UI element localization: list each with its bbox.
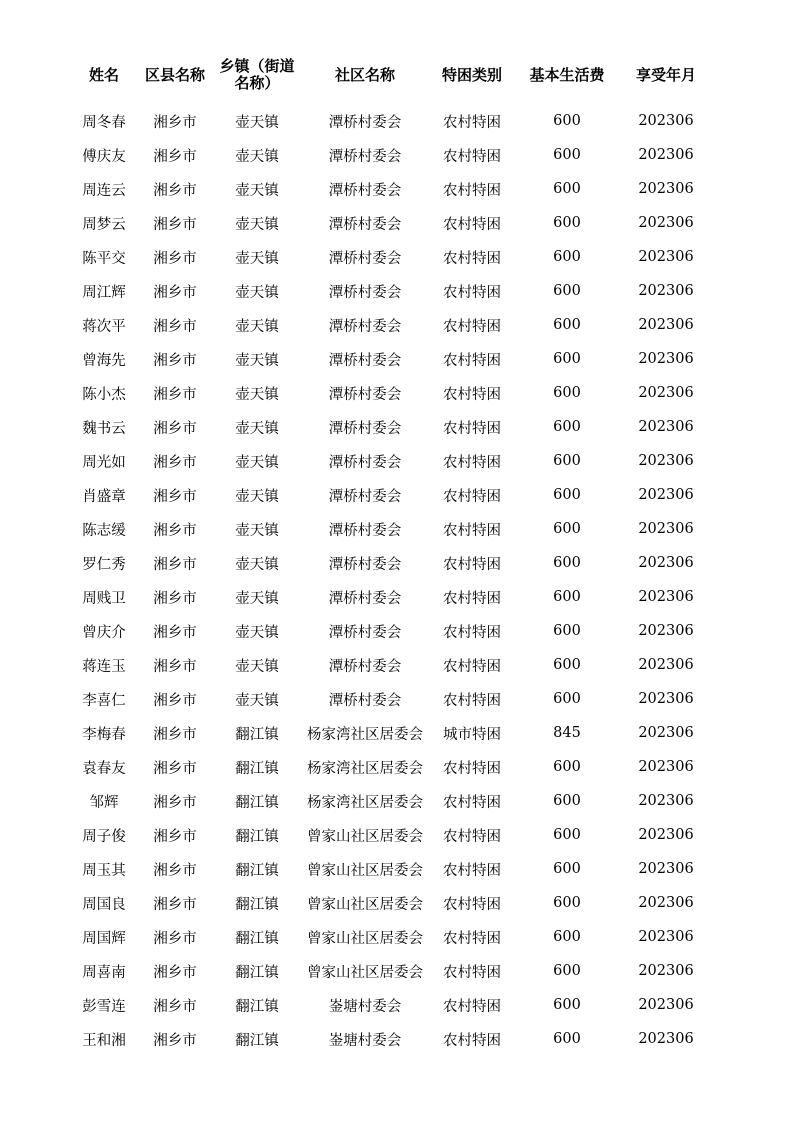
table-header [72, 52, 712, 98]
cell-living-allowance: 600 [553, 453, 581, 469]
cell-category: 农村特困 [443, 114, 501, 131]
cell-name: 周子俊 [82, 828, 126, 845]
cell-name: 李梅春 [82, 726, 126, 743]
cell-town: 壶天镇 [235, 284, 279, 301]
cell-town: 壶天镇 [235, 114, 279, 131]
cell-start-month: 202306 [638, 725, 694, 741]
cell-start-month: 202306 [638, 589, 694, 605]
cell-county: 湘乡市 [153, 148, 197, 165]
table-row [72, 818, 712, 852]
cell-category: 农村特困 [443, 794, 501, 811]
cell-county: 湘乡市 [153, 386, 197, 403]
cell-town: 壶天镇 [235, 590, 279, 607]
cell-name: 周玉其 [82, 862, 126, 879]
cell-living-allowance: 600 [553, 555, 581, 571]
cell-name: 周贱卫 [82, 590, 126, 607]
cell-community: 杨家湾社区居委会 [307, 760, 423, 777]
cell-town: 翻江镇 [235, 896, 279, 913]
cell-name: 蒋连玉 [82, 658, 126, 675]
cell-category: 农村特困 [443, 930, 501, 947]
cell-category: 农村特困 [443, 590, 501, 607]
cell-category: 农村特困 [443, 692, 501, 709]
cell-living-allowance: 600 [553, 385, 581, 401]
header-name: 姓名 [88, 65, 119, 84]
cell-start-month: 202306 [638, 895, 694, 911]
cell-town: 翻江镇 [235, 726, 279, 743]
cell-start-month: 202306 [638, 181, 694, 197]
cell-category: 农村特困 [443, 420, 501, 437]
table-row [72, 614, 712, 648]
cell-name: 曾海先 [82, 352, 126, 369]
cell-category: 农村特困 [443, 386, 501, 403]
table-row [72, 1022, 712, 1056]
cell-living-allowance: 600 [553, 623, 581, 639]
cell-name: 李喜仁 [82, 692, 126, 709]
cell-community: 潭桥村委会 [328, 488, 402, 505]
cell-start-month: 202306 [638, 793, 694, 809]
cell-living-allowance: 600 [553, 113, 581, 129]
cell-start-month: 202306 [638, 963, 694, 979]
cell-community: 杨家湾社区居委会 [307, 794, 423, 811]
cell-start-month: 202306 [638, 827, 694, 843]
cell-town: 壶天镇 [235, 420, 279, 437]
beneficiary-table-page [72, 52, 712, 1056]
cell-county: 湘乡市 [153, 658, 197, 675]
cell-name: 王和湘 [82, 1032, 126, 1049]
header-living-allowance: 基本生活费 [529, 65, 605, 84]
header-category: 特困类别 [441, 65, 502, 84]
cell-town: 壶天镇 [235, 624, 279, 641]
cell-category: 农村特困 [443, 250, 501, 267]
cell-name: 魏书云 [82, 420, 126, 437]
cell-category: 农村特困 [443, 148, 501, 165]
cell-name: 蒋次平 [82, 318, 126, 335]
cell-living-allowance: 600 [553, 521, 581, 537]
cell-county: 湘乡市 [153, 998, 197, 1015]
cell-town: 壶天镇 [235, 182, 279, 199]
cell-living-allowance: 600 [553, 317, 581, 333]
cell-name: 周喜南 [82, 964, 126, 981]
cell-county: 湘乡市 [153, 352, 197, 369]
cell-community: 潭桥村委会 [328, 250, 402, 267]
table-row [72, 886, 712, 920]
header-row [72, 52, 712, 98]
cell-name: 曾庆介 [82, 624, 126, 641]
cell-start-month: 202306 [638, 623, 694, 639]
cell-living-allowance: 600 [553, 351, 581, 367]
cell-community: 潭桥村委会 [328, 182, 402, 199]
cell-start-month: 202306 [638, 929, 694, 945]
cell-community: 潭桥村委会 [328, 386, 402, 403]
cell-category: 农村特困 [443, 284, 501, 301]
cell-living-allowance: 600 [553, 1031, 581, 1047]
table-row [72, 512, 712, 546]
beneficiary-table [72, 52, 712, 1056]
table-row [72, 240, 712, 274]
cell-name: 陈平交 [82, 250, 126, 267]
cell-category: 农村特困 [443, 522, 501, 539]
cell-name: 周冬春 [82, 114, 126, 131]
cell-living-allowance: 600 [553, 419, 581, 435]
cell-community: 潭桥村委会 [328, 658, 402, 675]
table-row [72, 954, 712, 988]
table-row [72, 478, 712, 512]
cell-name: 周江辉 [82, 284, 126, 301]
cell-category: 农村特困 [443, 454, 501, 471]
table-row [72, 274, 712, 308]
table-row [72, 98, 712, 138]
cell-category: 农村特困 [443, 964, 501, 981]
cell-name: 陈志缓 [82, 522, 126, 539]
table-row [72, 682, 712, 716]
cell-community: 潭桥村委会 [328, 148, 402, 165]
cell-county: 湘乡市 [153, 794, 197, 811]
table-row [72, 444, 712, 478]
table-row [72, 852, 712, 886]
cell-category: 农村特困 [443, 488, 501, 505]
cell-town: 翻江镇 [235, 862, 279, 879]
cell-county: 湘乡市 [153, 828, 197, 845]
cell-living-allowance: 600 [553, 283, 581, 299]
cell-start-month: 202306 [638, 555, 694, 571]
cell-town: 翻江镇 [235, 964, 279, 981]
cell-start-month: 202306 [638, 283, 694, 299]
cell-community: 曾家山社区居委会 [307, 964, 423, 981]
cell-county: 湘乡市 [153, 488, 197, 505]
cell-start-month: 202306 [638, 419, 694, 435]
cell-community: 潭桥村委会 [328, 692, 402, 709]
cell-community: 潭桥村委会 [328, 522, 402, 539]
cell-town: 壶天镇 [235, 556, 279, 573]
cell-community: 崟塘村委会 [328, 1032, 402, 1049]
cell-name: 邹辉 [89, 794, 119, 811]
cell-start-month: 202306 [638, 215, 694, 231]
cell-county: 湘乡市 [153, 1032, 197, 1049]
cell-county: 湘乡市 [153, 420, 197, 437]
cell-town: 翻江镇 [235, 828, 279, 845]
cell-county: 湘乡市 [153, 964, 197, 981]
cell-living-allowance: 600 [553, 589, 581, 605]
cell-category: 农村特困 [443, 1032, 501, 1049]
cell-community: 潭桥村委会 [328, 284, 402, 301]
table-body [72, 98, 712, 1056]
cell-community: 潭桥村委会 [328, 114, 402, 131]
cell-town: 壶天镇 [235, 692, 279, 709]
table-row [72, 750, 712, 784]
cell-category: 农村特困 [443, 624, 501, 641]
cell-start-month: 202306 [638, 759, 694, 775]
cell-start-month: 202306 [638, 453, 694, 469]
cell-community: 潭桥村委会 [328, 590, 402, 607]
table-row [72, 308, 712, 342]
cell-category: 农村特困 [443, 862, 501, 879]
table-row [72, 988, 712, 1022]
cell-county: 湘乡市 [153, 284, 197, 301]
cell-start-month: 202306 [638, 521, 694, 537]
cell-community: 曾家山社区居委会 [307, 930, 423, 947]
cell-start-month: 202306 [638, 351, 694, 367]
cell-living-allowance: 600 [553, 147, 581, 163]
cell-name: 罗仁秀 [82, 556, 126, 573]
header-county: 区县名称 [144, 65, 205, 84]
cell-county: 湘乡市 [153, 454, 197, 471]
table-row [72, 172, 712, 206]
cell-town: 壶天镇 [235, 454, 279, 471]
cell-name: 彭雪连 [82, 998, 126, 1015]
cell-living-allowance: 600 [553, 759, 581, 775]
cell-category: 农村特困 [443, 658, 501, 675]
cell-start-month: 202306 [638, 997, 694, 1013]
cell-start-month: 202306 [638, 317, 694, 333]
cell-county: 湘乡市 [153, 318, 197, 335]
cell-name: 周光如 [82, 454, 126, 471]
cell-county: 湘乡市 [153, 556, 197, 573]
cell-community: 崟塘村委会 [328, 998, 402, 1015]
cell-county: 湘乡市 [153, 182, 197, 199]
cell-town: 翻江镇 [235, 930, 279, 947]
cell-name: 傅庆友 [82, 148, 126, 165]
table-row [72, 716, 712, 750]
cell-living-allowance: 845 [553, 725, 581, 741]
cell-start-month: 202306 [638, 249, 694, 265]
cell-name: 周梦云 [82, 216, 126, 233]
cell-name: 肖盛章 [82, 488, 126, 505]
cell-name: 周连云 [82, 182, 126, 199]
table-row [72, 342, 712, 376]
cell-category: 农村特困 [443, 998, 501, 1015]
table-row [72, 580, 712, 614]
cell-community: 潭桥村委会 [328, 318, 402, 335]
cell-county: 湘乡市 [153, 250, 197, 267]
cell-county: 湘乡市 [153, 590, 197, 607]
cell-town: 壶天镇 [235, 216, 279, 233]
table-row [72, 648, 712, 682]
cell-living-allowance: 600 [553, 895, 581, 911]
cell-community: 潭桥村委会 [328, 624, 402, 641]
cell-county: 湘乡市 [153, 862, 197, 879]
cell-category: 农村特困 [443, 896, 501, 913]
cell-name: 周国辉 [82, 930, 126, 947]
cell-community: 杨家湾社区居委会 [307, 726, 423, 743]
cell-start-month: 202306 [638, 385, 694, 401]
cell-community: 潭桥村委会 [328, 420, 402, 437]
cell-county: 湘乡市 [153, 726, 197, 743]
cell-living-allowance: 600 [553, 487, 581, 503]
cell-living-allowance: 600 [553, 997, 581, 1013]
cell-living-allowance: 600 [553, 657, 581, 673]
cell-name: 袁春友 [82, 760, 126, 777]
cell-start-month: 202306 [638, 657, 694, 673]
table-row [72, 138, 712, 172]
cell-living-allowance: 600 [553, 963, 581, 979]
cell-start-month: 202306 [638, 691, 694, 707]
cell-living-allowance: 600 [553, 793, 581, 809]
cell-category: 农村特困 [443, 318, 501, 335]
cell-community: 曾家山社区居委会 [307, 896, 423, 913]
table-row [72, 376, 712, 410]
cell-category: 农村特困 [443, 828, 501, 845]
cell-county: 湘乡市 [153, 930, 197, 947]
cell-county: 湘乡市 [153, 760, 197, 777]
cell-county: 湘乡市 [153, 216, 197, 233]
cell-county: 湘乡市 [153, 624, 197, 641]
cell-category: 城市特困 [443, 726, 501, 743]
cell-category: 农村特困 [443, 216, 501, 233]
table-row [72, 546, 712, 580]
cell-community: 曾家山社区居委会 [307, 828, 423, 845]
cell-town: 壶天镇 [235, 318, 279, 335]
cell-living-allowance: 600 [553, 215, 581, 231]
cell-living-allowance: 600 [553, 249, 581, 265]
cell-name: 周国良 [82, 896, 126, 913]
cell-community: 潭桥村委会 [328, 216, 402, 233]
cell-town: 翻江镇 [235, 998, 279, 1015]
table-row [72, 784, 712, 818]
cell-town: 壶天镇 [235, 386, 279, 403]
cell-living-allowance: 600 [553, 929, 581, 945]
cell-county: 湘乡市 [153, 896, 197, 913]
cell-start-month: 202306 [638, 147, 694, 163]
cell-category: 农村特困 [443, 182, 501, 199]
cell-town: 翻江镇 [235, 1032, 279, 1049]
cell-category: 农村特困 [443, 760, 501, 777]
header-community: 社区名称 [334, 65, 395, 84]
cell-name: 陈小杰 [82, 386, 126, 403]
table-row [72, 410, 712, 444]
cell-living-allowance: 600 [553, 861, 581, 877]
cell-town: 翻江镇 [235, 794, 279, 811]
cell-category: 农村特困 [443, 352, 501, 369]
cell-town: 壶天镇 [235, 352, 279, 369]
cell-town: 壶天镇 [235, 488, 279, 505]
header-start-month: 享受年月 [635, 65, 696, 84]
cell-start-month: 202306 [638, 861, 694, 877]
cell-start-month: 202306 [638, 487, 694, 503]
table-row [72, 206, 712, 240]
cell-community: 潭桥村委会 [328, 454, 402, 471]
cell-town: 翻江镇 [235, 760, 279, 777]
cell-community: 潭桥村委会 [328, 352, 402, 369]
header-town: 乡镇（街道名称） [219, 57, 295, 92]
table-row [72, 920, 712, 954]
cell-community: 曾家山社区居委会 [307, 862, 423, 879]
cell-category: 农村特困 [443, 556, 501, 573]
cell-living-allowance: 600 [553, 691, 581, 707]
cell-living-allowance: 600 [553, 181, 581, 197]
cell-county: 湘乡市 [153, 522, 197, 539]
cell-living-allowance: 600 [553, 827, 581, 843]
cell-county: 湘乡市 [153, 692, 197, 709]
cell-town: 壶天镇 [235, 148, 279, 165]
cell-start-month: 202306 [638, 113, 694, 129]
cell-town: 壶天镇 [235, 658, 279, 675]
cell-town: 壶天镇 [235, 522, 279, 539]
cell-community: 潭桥村委会 [328, 556, 402, 573]
cell-county: 湘乡市 [153, 114, 197, 131]
cell-start-month: 202306 [638, 1031, 694, 1047]
cell-town: 壶天镇 [235, 250, 279, 267]
